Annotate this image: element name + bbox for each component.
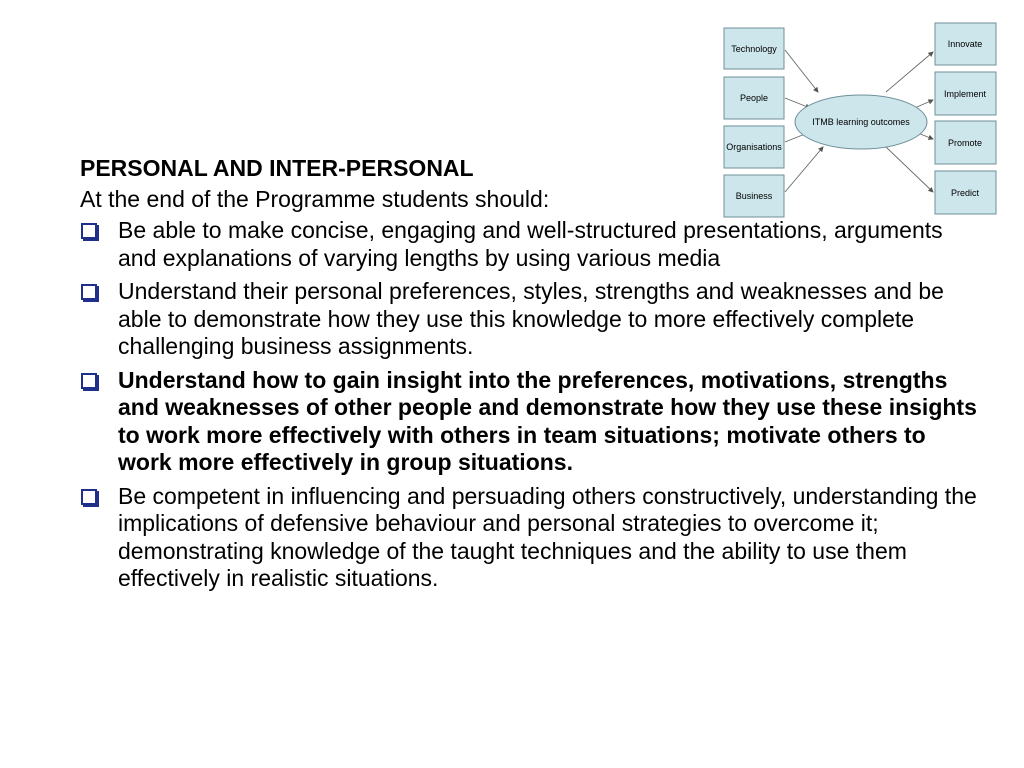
hollow-square-bullet-icon (81, 223, 97, 239)
input-node-business-label: Business (735, 191, 773, 201)
list-item-text: Understand their personal preferences, styles, strengths and weaknesses and be able to demonstrate how they use this knowledge to more effectively complete challenging business assignments. (118, 278, 944, 359)
output-node-promote-label: Promote (947, 138, 983, 148)
slide-content (80, 152, 980, 599)
list-item-text: Understand how to gain insight into the preferences, motivations, strengths and weaknesses of other people and demonstrate how they use these insights to work more effectively with others in team situations; motivate others to work more effectively in group situations. (118, 366, 977, 475)
output-node-predict-label: Predict (950, 188, 980, 198)
section-heading: PERSONAL AND INTER-PERSONAL (80, 155, 474, 181)
list-item (80, 217, 980, 272)
section-intro: At the end of the Programme students should: (80, 186, 550, 212)
list-item (80, 367, 980, 477)
hollow-square-bullet-icon (81, 489, 97, 505)
output-node-innovate-label: Innovate (947, 39, 983, 49)
input-node-technology-label: Technology (731, 44, 777, 54)
arrow-technology-to-center (785, 50, 818, 92)
center-node-label: ITMB learning outcomes (812, 117, 910, 127)
list-item-text: Be able to make concise, engaging and well-structured presentations, arguments and explanations of varying lengths by using various media (118, 217, 943, 271)
list-item (80, 483, 980, 593)
list-item-text: Be competent in influencing and persuading others constructively, understanding the implications of defensive behaviour and personal strategies to overcome it; demonstrating knowledge of the taught techniques and the ability to use them effectively in realistic situations. (118, 482, 977, 591)
outcomes-list (80, 217, 980, 593)
hollow-square-bullet-icon (81, 373, 97, 389)
input-node-organisations-label: Organisations (726, 142, 782, 152)
input-node-people-label: People (739, 93, 769, 103)
list-item (80, 278, 980, 361)
hollow-square-bullet-icon (81, 284, 97, 300)
output-node-implement-label: Implement (943, 89, 987, 99)
arrow-center-to-innovate (886, 52, 933, 92)
